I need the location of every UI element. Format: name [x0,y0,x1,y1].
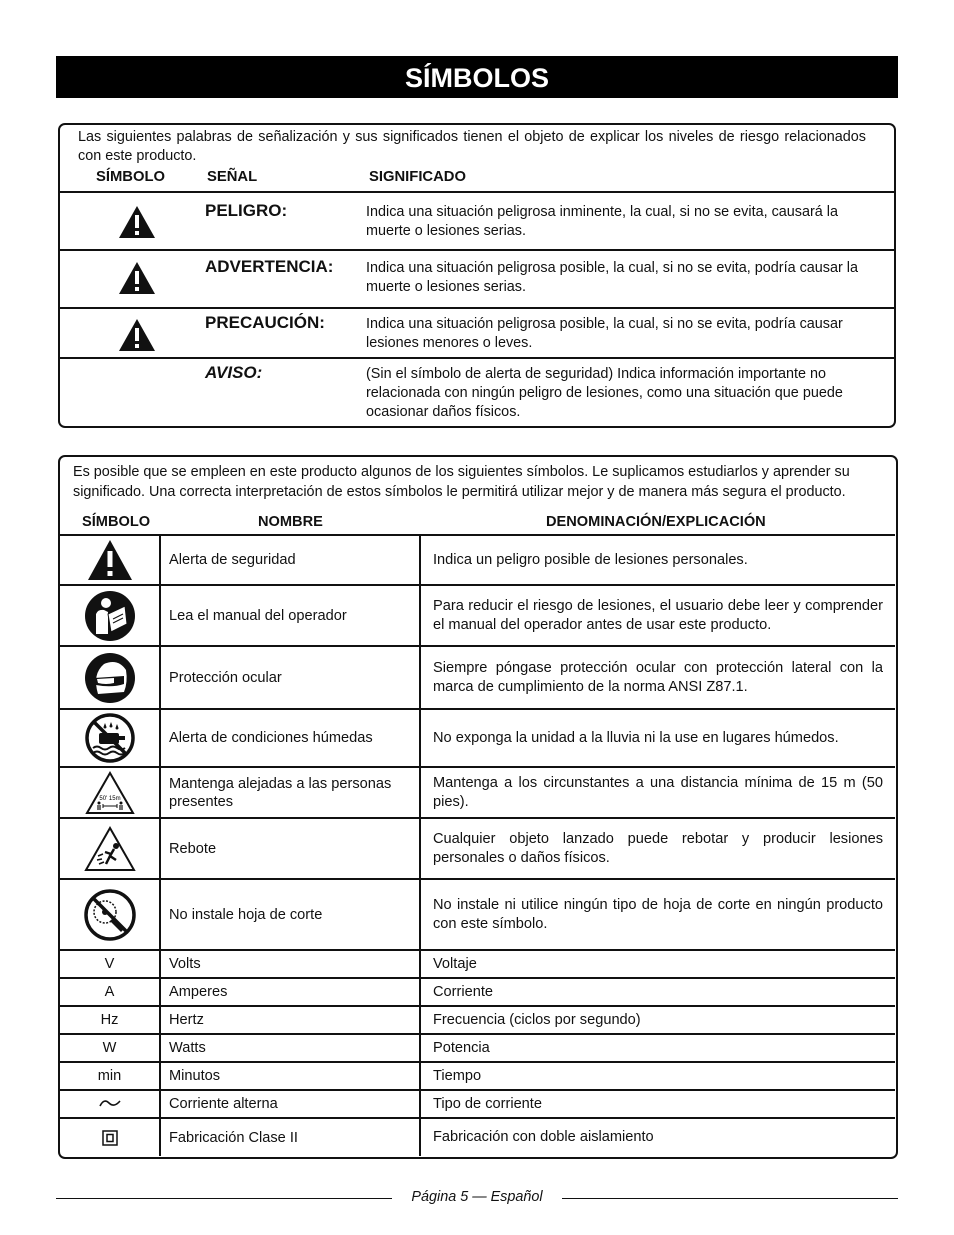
warning-triangle-icon [118,318,156,357]
table-row [60,1034,895,1062]
symbol-explanation: Tipo de corriente [420,1090,895,1118]
table-row [60,950,895,978]
table-row [60,1006,895,1034]
symbol-explanation: Indica un peligro posible de lesiones personales. [420,535,895,585]
symbol-explanation: Frecuencia (ciclos por segundo) [420,1006,895,1034]
table-row [60,978,895,1006]
symbols-box [58,455,898,1159]
signal-words-box [58,123,896,428]
symbol-name: Volts [160,950,420,978]
symbol-name: Amperes [160,978,420,1006]
symbol-name: Hertz [160,1006,420,1034]
signal-word: ADVERTENCIA: [205,257,334,276]
symbol-name: No instale hoja de corte [160,879,420,950]
page-title: SÍMBOLOS [56,56,898,98]
symbol-text: V [60,950,160,978]
wet-conditions-icon [60,713,159,763]
signal-row-danger [60,191,894,249]
symbol-name: Mantenga alejadas a las personas presentes [160,767,420,818]
symbol-name: Fabricación Clase II [160,1118,420,1156]
symbol-explanation: No instale ni utilice ningún tipo de hoja de corte en ningún producto con este símbolo. [420,879,895,950]
page-footer [56,1188,898,1208]
symbol-name: Rebote [160,818,420,879]
signal-row-caution [60,307,894,357]
table-row [60,646,895,709]
symbol-explanation: Fabricación con doble aislamiento [420,1118,895,1156]
class-ii-icon [60,1130,159,1146]
symbol-explanation: Potencia [420,1034,895,1062]
footer-text: Página 5 — Español [399,1189,554,1205]
symbol-text: A [60,978,160,1006]
warning-triangle-icon [118,261,156,300]
symbol-explanation: Corriente [420,978,895,1006]
symbol-explanation: Mantenga a los circunstantes a una distancia mínima de 15 m (50 pies). [420,767,895,818]
table-row [60,535,895,585]
alternating-current-icon [60,1098,159,1110]
table-row [60,818,895,879]
header-explanation: DENOMINACIÓN/EXPLICACIÓN [546,514,766,530]
header-signal: SEÑAL [207,169,258,185]
signal-row-notice [60,357,894,428]
read-manual-icon [60,590,159,642]
symbol-name: Corriente alterna [160,1090,420,1118]
table-row [60,767,895,818]
eye-protection-icon [60,652,159,704]
signal-row-warning [60,249,894,307]
icon-distance-text: 50' 15m [98,795,121,802]
symbol-explanation: Tiempo [420,1062,895,1090]
signal-word: AVISO: [205,363,263,382]
signal-intro: Las siguientes palabras de señalización y sus significados tienen el objeto de explicar los niveles de riesgo relacionados con este producto. [78,129,866,164]
symbol-name: Alerta de seguridad [160,535,420,585]
warning-triangle-icon [118,205,156,244]
symbol-text: W [60,1034,160,1062]
table-row [60,1118,895,1156]
header-meaning: SIGNIFICADO [369,169,467,185]
safety-alert-icon [60,539,159,581]
header-symbol: SÍMBOLO [82,514,151,530]
no-blade-icon [60,888,159,942]
symbol-explanation: Cualquier objeto lanzado puede rebotar y producir lesiones personales o daños físicos. [420,818,895,879]
keep-bystanders-away-icon [60,771,159,815]
symbols-intro: Es posible que se empleen en este producto algunos de los siguientes símbolos. Le suplicamos estudiarlos y aprender su significado. Una correcta interpretación de estos símbolos le permitirá utilizar mejor y de manera más segura el producto. [73,464,850,500]
symbol-explanation: No exponga la unidad a la lluvia ni la use en lugares húmedos. [420,709,895,767]
table-row [60,1062,895,1090]
signal-meaning: Indica una situación peligrosa posible, la cual, si no se evita, podría causar lesiones menores o leves. [366,316,843,351]
header-symbol: SÍMBOLO [96,169,166,185]
signal-meaning: Indica una situación peligrosa inminente, la cual, si no se evita, causará la muerte o lesiones serias. [366,204,838,239]
ricochet-icon [60,826,159,872]
symbol-name: Lea el manual del operador [160,585,420,646]
symbol-name: Watts [160,1034,420,1062]
header-name: NOMBRE [258,514,323,530]
signal-meaning: (Sin el símbolo de alerta de seguridad) Indica información importante no relacionada con ningún peligro de lesiones, como una situación que puede ocasionar daños físicos. [366,366,843,420]
symbol-explanation: Voltaje [420,950,895,978]
table-row [60,709,895,767]
symbol-explanation: Para reducir el riesgo de lesiones, el usuario debe leer y comprender el manual del operador antes de usar este producto. [420,585,895,646]
table-row [60,585,895,646]
symbol-explanation: Siempre póngase protección ocular con protección lateral con la marca de cumplimiento de la norma ANSI Z87.1. [420,646,895,709]
symbol-name: Minutos [160,1062,420,1090]
symbol-name: Protección ocular [160,646,420,709]
symbols-table [60,534,895,1156]
signal-meaning: Indica una situación peligrosa posible, la cual, si no se evita, podría causar la muerte o lesiones serias. [366,260,858,295]
signal-word: PELIGRO: [205,201,288,220]
symbol-text: min [60,1062,160,1090]
symbol-name: Alerta de condiciones húmedas [160,709,420,767]
signal-word: PRECAUCIÓN: [205,313,325,332]
table-row [60,1090,895,1118]
symbol-text: Hz [60,1006,160,1034]
table-row [60,879,895,950]
